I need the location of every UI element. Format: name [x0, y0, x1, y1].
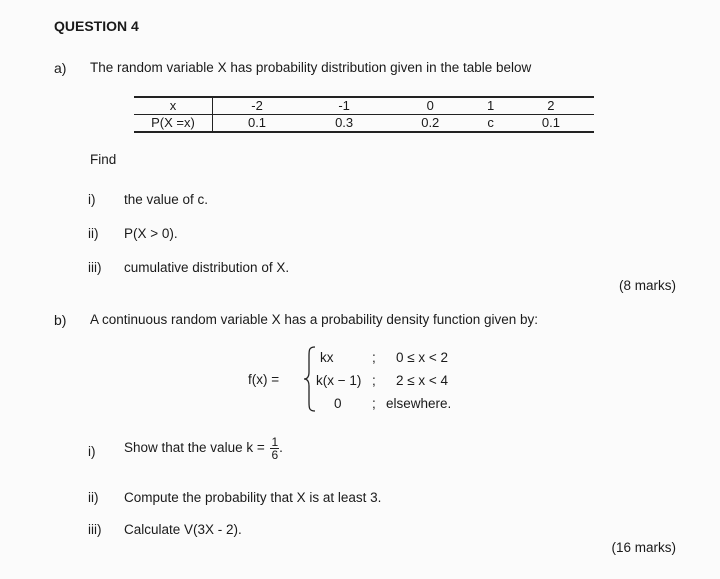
table-cell-x: 2	[508, 97, 594, 115]
find-label: Find	[90, 152, 117, 167]
case-separator: ;	[372, 373, 376, 388]
part-a-label: a)	[54, 60, 67, 76]
table-row-p	[134, 115, 594, 133]
part-a-marks: (8 marks)	[619, 278, 676, 293]
item-number: iii)	[88, 522, 102, 537]
table-header-x: x	[134, 97, 213, 115]
table-cell-x: 0	[387, 97, 473, 115]
table-cell-x: -2	[213, 97, 302, 115]
item-suffix: .	[279, 440, 283, 456]
fraction	[270, 436, 279, 461]
item-text: cumulative distribution of X.	[124, 260, 290, 275]
question-title: QUESTION 4	[54, 18, 139, 34]
function-lhs: f(x) =	[248, 372, 280, 387]
item-number: i)	[88, 192, 96, 207]
case-condition: 0 ≤ x < 2	[396, 350, 449, 365]
part-a-intro: The random variable X has probability distribution given in the table below	[90, 60, 532, 75]
part-b-intro: A continuous random variable X has a probability density function given by:	[90, 312, 539, 327]
left-brace-icon	[303, 346, 317, 412]
table-cell-p: 0.1	[508, 115, 594, 133]
case-separator: ;	[372, 350, 376, 365]
item-text: P(X > 0).	[124, 226, 178, 241]
case-condition: 2 ≤ x < 4	[396, 373, 449, 388]
table-cell-p: 0.1	[213, 115, 302, 133]
table-cell-p: 0.2	[387, 115, 473, 133]
table-row-x	[134, 97, 594, 115]
fraction-denominator: 6	[271, 448, 279, 462]
item-number: i)	[88, 444, 96, 459]
case-separator: ;	[372, 396, 376, 411]
part-b-label: b)	[54, 312, 67, 328]
part-b-marks: (16 marks)	[611, 540, 676, 555]
table-cell-x: -1	[301, 97, 387, 115]
case-condition: elsewhere.	[386, 396, 452, 411]
table-header-p: P(X =x)	[134, 115, 213, 133]
item-text-with-fraction	[124, 436, 283, 461]
probability-table	[134, 96, 594, 133]
case-expression: kx	[320, 350, 334, 365]
item-text: the value of c.	[124, 192, 209, 207]
item-number: iii)	[88, 260, 102, 275]
item-text: Calculate V(3X - 2).	[124, 522, 242, 537]
fraction-numerator: 1	[271, 435, 279, 449]
case-expression: k(x − 1)	[316, 373, 362, 388]
table-cell-p: 0.3	[301, 115, 387, 133]
table-cell-p: c	[473, 115, 507, 133]
item-number: ii)	[88, 226, 99, 241]
table-cell-x: 1	[473, 97, 507, 115]
case-expression: 0	[334, 396, 342, 411]
item-text: Compute the probability that X is at least 3.	[124, 490, 382, 505]
item-text: Show that the value k =	[124, 440, 265, 456]
item-number: ii)	[88, 490, 99, 505]
